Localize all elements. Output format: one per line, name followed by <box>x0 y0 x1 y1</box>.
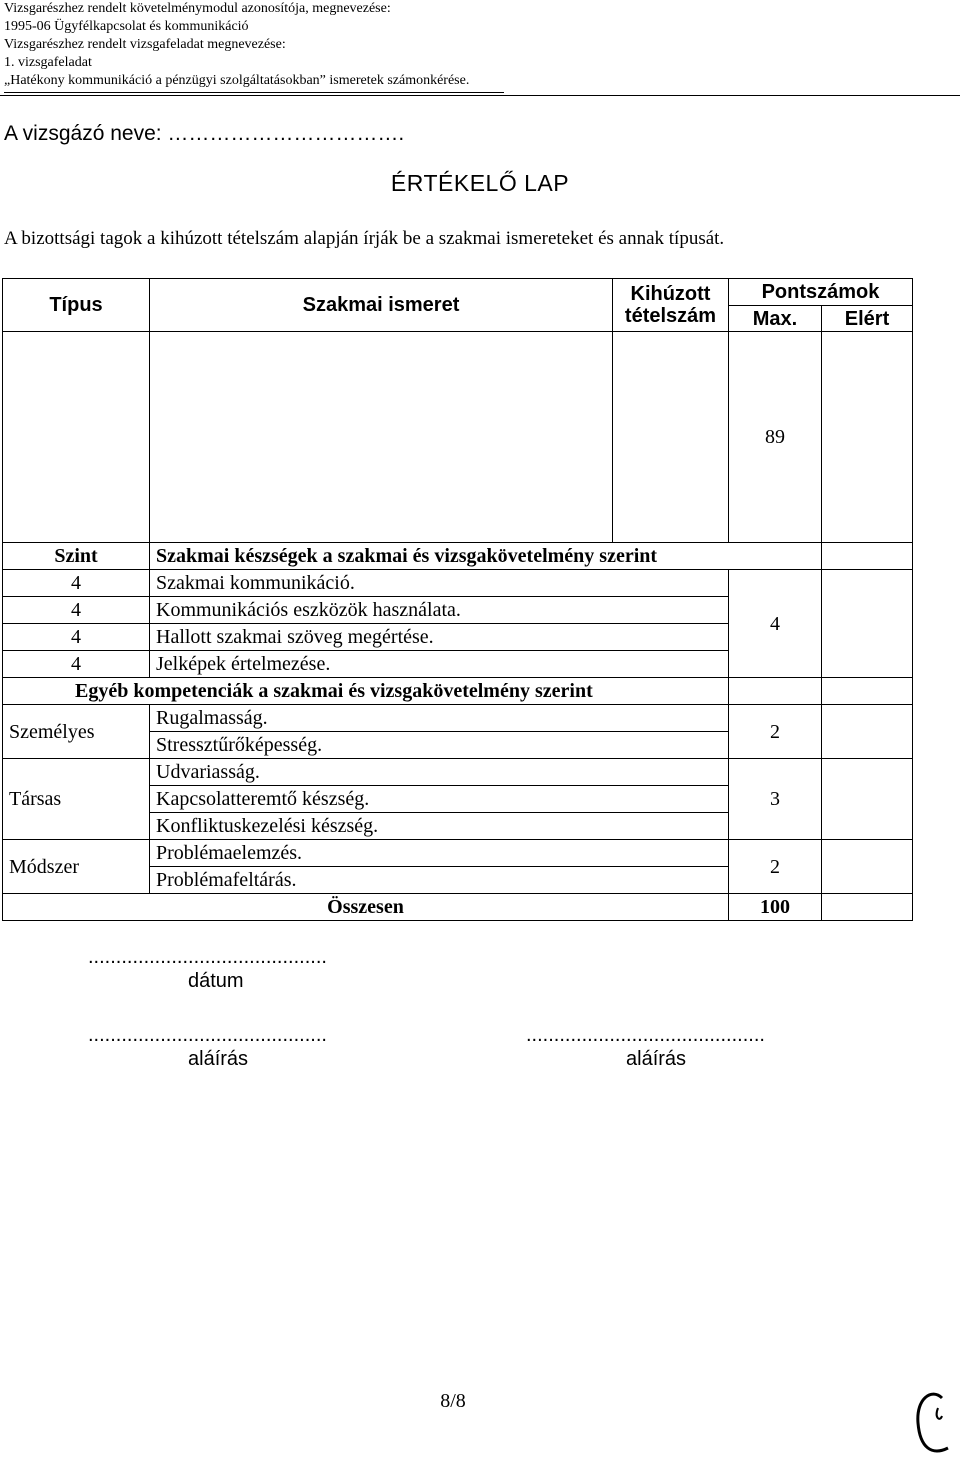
signature-label-left: aláírás <box>188 1048 249 1070</box>
personal-item: Rugalmasság. <box>150 705 729 732</box>
method-item: Problémaelemzés. <box>150 840 729 867</box>
header-max: Max. <box>729 306 822 332</box>
knowledge-text-cell[interactable] <box>150 332 613 543</box>
document-logo-icon <box>912 1388 952 1458</box>
skill-name: Hallott szakmai szöveg megértése. <box>150 624 729 651</box>
skills-level-header: Szint <box>3 543 150 570</box>
other-header-max <box>729 678 822 705</box>
skill-level: 4 <box>3 570 150 597</box>
skill-level: 4 <box>3 597 150 624</box>
signature-label-right: aláírás <box>626 1048 687 1070</box>
skill-name: Jelképek értelmezése. <box>150 651 729 678</box>
header-knowledge: Szakmai ismeret <box>150 279 613 332</box>
personal-item: Stressztűrőképesség. <box>150 732 729 759</box>
document-header <box>4 0 469 90</box>
header-line-4: 1. vizsgafeladat <box>4 55 92 70</box>
social-achieved-cell[interactable] <box>822 759 913 840</box>
skills-max: 4 <box>729 570 822 678</box>
social-item: Udvariasság. <box>150 759 729 786</box>
evaluation-table <box>2 278 913 921</box>
skills-header: Szakmai készségek a szakmai és vizsgakövetelmény szerint <box>150 543 822 570</box>
date-line: ........................................... <box>88 946 327 968</box>
total-label: Összesen <box>3 894 729 921</box>
header-line-3: Vizsgarészhez rendelt vizsgafeladat megnevezése: <box>4 37 286 52</box>
social-max: 3 <box>729 759 822 840</box>
total-achieved-cell[interactable] <box>822 894 913 921</box>
knowledge-achieved-cell[interactable] <box>822 332 913 543</box>
method-label: Módszer <box>3 840 150 894</box>
header-drawn-line1: Kihúzott <box>630 283 711 305</box>
header-separator <box>0 95 960 96</box>
knowledge-max: 89 <box>729 332 822 543</box>
skills-header-achieved <box>822 543 913 570</box>
method-item: Problémafeltárás. <box>150 867 729 894</box>
header-line-1: Vizsgarészhez rendelt követelménymodul azonosítója, megnevezése: <box>4 1 391 16</box>
header-line-5: „Hatékony kommunikáció a pénzügyi szolgáltatásokban” ismeretek számonkérése. <box>4 73 470 88</box>
skills-achieved-cell[interactable] <box>822 570 913 678</box>
header-drawn-number <box>613 279 729 332</box>
instruction-text: A bizottsági tagok a kihúzott tételszám alapján írják be a szakmai ismereteket és annak típusát. <box>4 228 725 249</box>
signature-line-left: ........................................... <box>88 1024 327 1046</box>
signature-line-right: ........................................... <box>526 1024 765 1046</box>
skill-level: 4 <box>3 624 150 651</box>
page-number: 8/8 <box>440 1390 466 1412</box>
total-max: 100 <box>729 894 822 921</box>
knowledge-drawn-cell[interactable] <box>613 332 729 543</box>
date-label: dátum <box>188 970 244 992</box>
skill-name: Szakmai kommunikáció. <box>150 570 729 597</box>
skill-name: Kommunikációs eszközök használata. <box>150 597 729 624</box>
method-max: 2 <box>729 840 822 894</box>
other-competencies-header: Egyéb kompetenciák a szakmai és vizsgakövetelmény szerint <box>3 678 729 705</box>
personal-max: 2 <box>729 705 822 759</box>
examinee-name-field: A vizsgázó neve: ……………………………. <box>4 122 405 145</box>
header-line-2: 1995-06 Ügyfélkapcsolat és kommunikáció <box>4 19 249 34</box>
social-label: Társas <box>3 759 150 840</box>
personal-label: Személyes <box>3 705 150 759</box>
social-item: Konfliktuskezelési készség. <box>150 813 729 840</box>
other-header-achieved <box>822 678 913 705</box>
header-type: Típus <box>3 279 150 332</box>
social-item: Kapcsolatteremtő készség. <box>150 786 729 813</box>
knowledge-type-cell[interactable] <box>3 332 150 543</box>
header-achieved: Elért <box>822 306 913 332</box>
page-title: ÉRTÉKELŐ LAP <box>390 170 570 196</box>
personal-achieved-cell[interactable] <box>822 705 913 759</box>
header-drawn-line2: tételszám <box>624 305 717 327</box>
method-achieved-cell[interactable] <box>822 840 913 894</box>
skill-level: 4 <box>3 651 150 678</box>
header-points: Pontszámok <box>729 279 913 306</box>
